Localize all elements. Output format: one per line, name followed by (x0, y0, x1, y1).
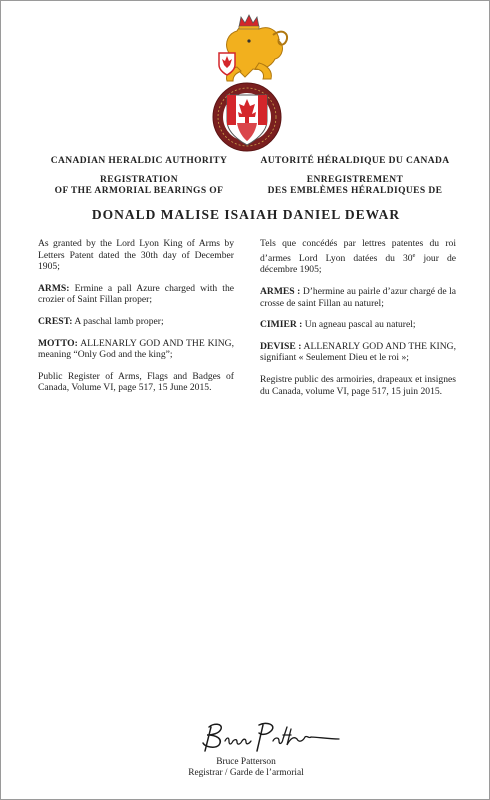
authority-title-fr: AUTORITÉ HÉRALDIQUE DU CANADA (260, 156, 450, 166)
register-text-fr: Registre public des armoiries, drapeaux et insignes du Canada, volume VI, page 517, 15 juin 2015. (260, 373, 456, 397)
english-column (38, 238, 234, 404)
motto-text-fr: ALLENARLY GOD AND THE KING, signifiant « Seulement Dieu et le roi »; (260, 340, 456, 364)
motto-entry-fr (260, 341, 456, 364)
signer-title: Registrar / Garde de l’armorial (188, 768, 304, 778)
signer-name: Bruce Patterson (216, 757, 276, 767)
crest-label-fr: CIMIER : (260, 319, 303, 331)
motto-entry-en (38, 338, 234, 361)
granted-text-fr-end: jour de décembre 1905; (260, 252, 456, 276)
register-text-en: Public Register of Arms, Flags and Badges of Canada, Volume VI, page 517, 15 June 2015. (38, 370, 234, 394)
arms-text-en: Ermine a pall Azure charged with the crozier of Saint Fillan proper; (38, 282, 234, 306)
handwritten-signature-icon (193, 717, 343, 759)
registration-title-fr: ENREGISTREMENT (306, 175, 404, 185)
arms-label-fr: ARMES : (260, 285, 301, 297)
crest-entry-en (38, 316, 234, 328)
french-column (260, 238, 456, 407)
crest-entry-fr (260, 319, 456, 331)
granted-text-fr (260, 238, 456, 276)
granted-text-fr-superscript: e (412, 251, 416, 259)
document-header (1, 156, 490, 196)
grantee-name: DONALD MALISE ISAIAH DANIEL DEWAR (91, 207, 401, 222)
motto-label-en: MOTTO: (38, 337, 78, 349)
english-header (39, 156, 239, 197)
crest-text-fr: Un agneau pascal au naturel; (304, 319, 416, 331)
motto-label-fr: DEVISE : (260, 340, 302, 352)
registration-subtitle-en: OF THE ARMORIAL BEARINGS OF (54, 186, 224, 196)
arms-text-fr: D’hermine au pairle d’azur chargé de la crosse de saint Fillan au naturel; (260, 285, 456, 309)
french-header (255, 156, 455, 197)
granted-text-fr-start: Tels que concédés par lettres patentes du roi d’armes Lord Lyon datées du 30 (260, 238, 456, 264)
motto-text-en: ALLENARLY GOD AND THE KING, meaning “Only God and the king”; (38, 337, 234, 361)
crest-text-en: A paschal lamb proper; (74, 315, 164, 327)
heraldic-authority-emblem-icon (199, 13, 295, 153)
signer-block (1, 757, 490, 779)
registration-subtitle-fr: DES EMBLÈMES HÉRALDIQUES DE (267, 186, 443, 196)
crest-label-en: CREST: (38, 315, 73, 327)
authority-title-en: CANADIAN HERALDIC AUTHORITY (50, 156, 228, 166)
registration-title-en: REGISTRATION (99, 175, 178, 185)
granted-text-en: As granted by the Lord Lyon King of Arms by Letters Patent dated the 30th day of December 1905; (38, 238, 234, 273)
arms-entry-fr (260, 286, 456, 309)
arms-entry-en (38, 283, 234, 306)
arms-label-en: ARMS: (38, 282, 70, 294)
